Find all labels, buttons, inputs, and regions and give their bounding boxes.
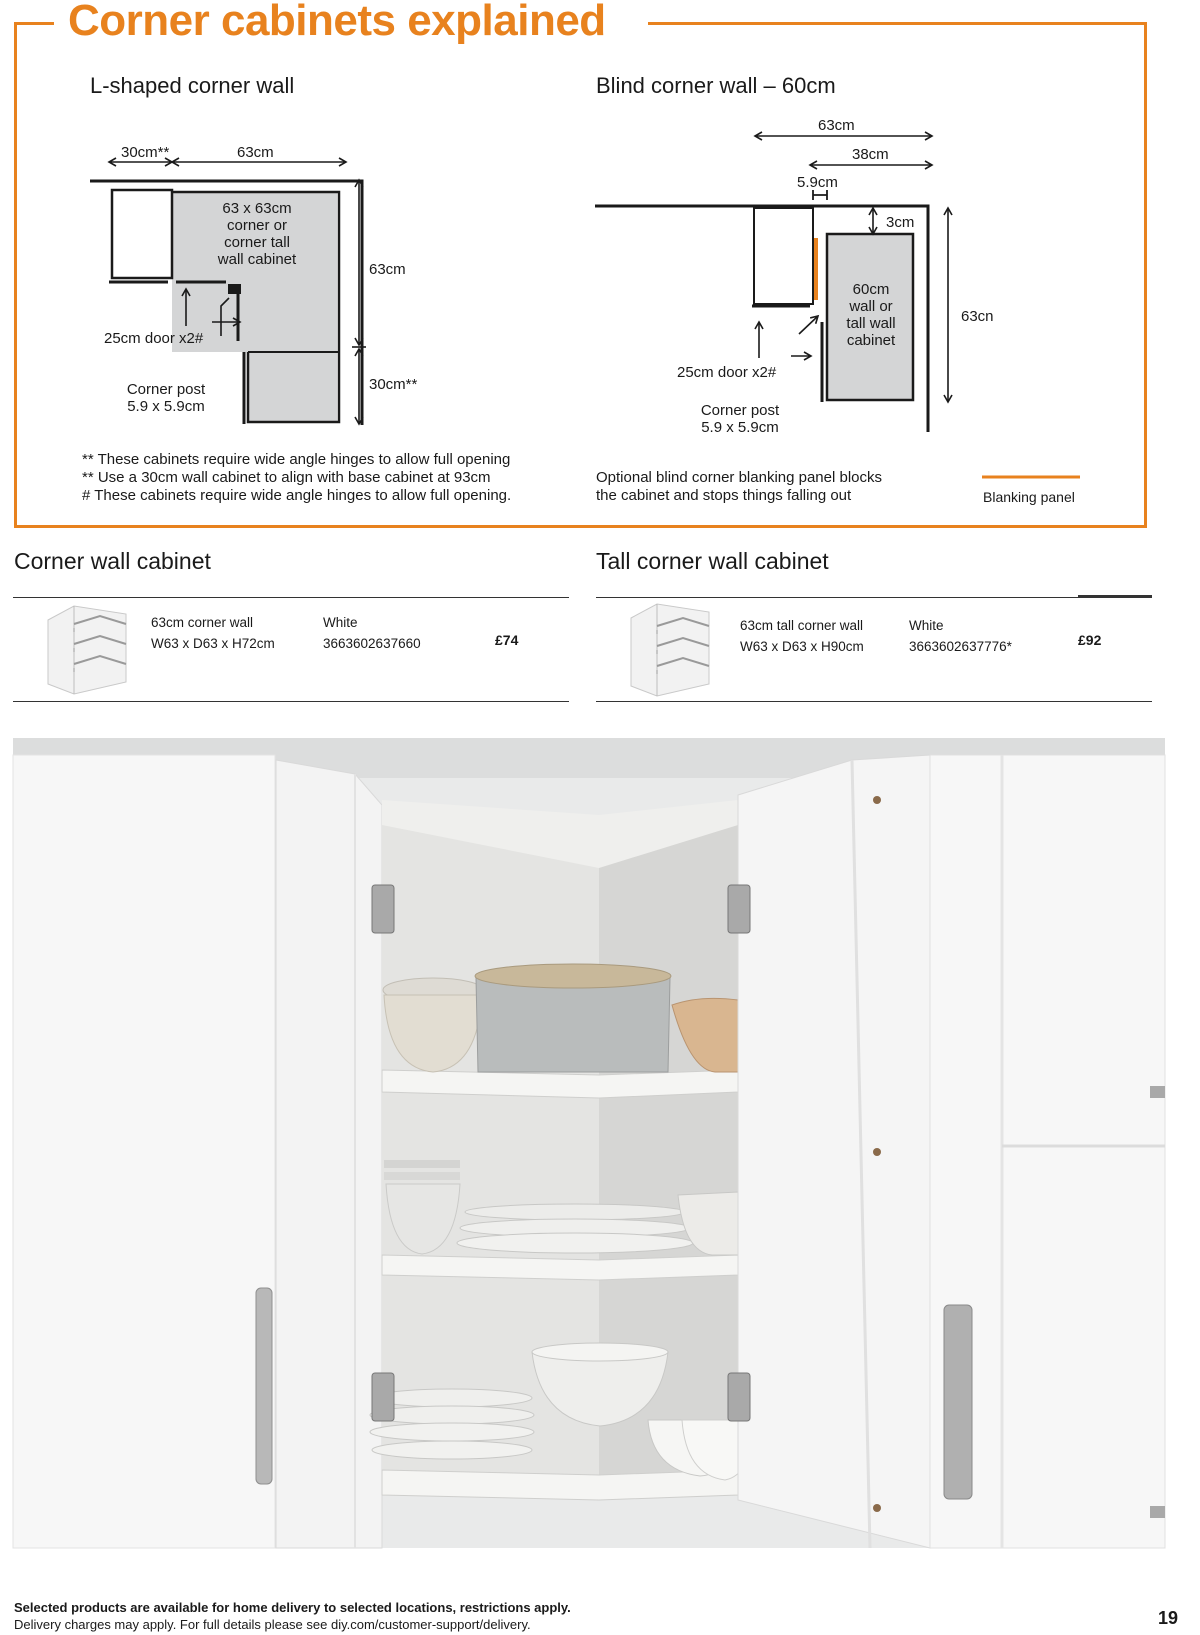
product-details: 63cm tall corner wall W63 x D63 x H90cm [740,618,864,654]
l-dim-30: 30cm** [121,144,170,161]
page-title: Corner cabinets explained [68,0,606,45]
footer-disclaimer: Selected products are available for home delivery to selected locations, restrictions apply. Delivery charges may apply. For full details please see diy.com/customer-support/delivery. [14,1600,571,1632]
l-dim-30-side: 30cm** [369,376,418,393]
l-door-label: 25cm door x2# [104,330,204,347]
b-dim-63-side: 63cn [961,308,994,325]
b-dim-5-9: 5.9cm [797,174,838,191]
hinge-notes: ** These cabinets require wide angle hinges to allow full opening ** Use a 30cm wall cabinet to align with base cabinet at 93cm # These cabinets require wide angle hinges to allow full opening. [82,451,512,504]
b-door-label: 25cm door x2# [677,364,777,381]
l-dim-63-top: 63cm [237,144,274,161]
l-post-label: Corner post 5.9 x 5.9cm [126,381,206,415]
blanking-note: Optional blind corner blanking panel blocks the cabinet and stops things falling out [596,469,883,504]
b-dim-63: 63cm [818,117,855,134]
b-dim-38: 38cm [852,146,889,163]
b-post-label: Corner post 5.9 x 5.9cm [700,402,780,436]
b-dim-3: 3cm [886,214,915,231]
blanking-legend-label: Blanking panel [983,489,1075,505]
blind-corner-heading: Blind corner wall – 60cm [596,73,836,98]
l-shaped-heading: L-shaped corner wall [90,73,295,98]
product-price: £92 [1078,632,1102,648]
l-dim-63-side: 63cm [369,261,406,278]
product-details: 63cm corner wall W63 x D63 x H72cm [151,615,275,651]
l-cabinet-label: 63 x 63cm corner or corner tall wall cabinet [217,200,297,268]
page-number: 19 [1157,1608,1178,1628]
section-heading-corner-wall: Corner wall cabinet [14,548,211,574]
product-colour-code: White 3663602637776* [909,618,1012,654]
product-colour-code: White 3663602637660 [323,615,421,651]
section-heading-tall-corner-wall: Tall corner wall cabinet [596,548,829,574]
b-cabinet-label: 60cm wall or tall wall cabinet [846,281,896,349]
product-price: £74 [495,632,519,648]
